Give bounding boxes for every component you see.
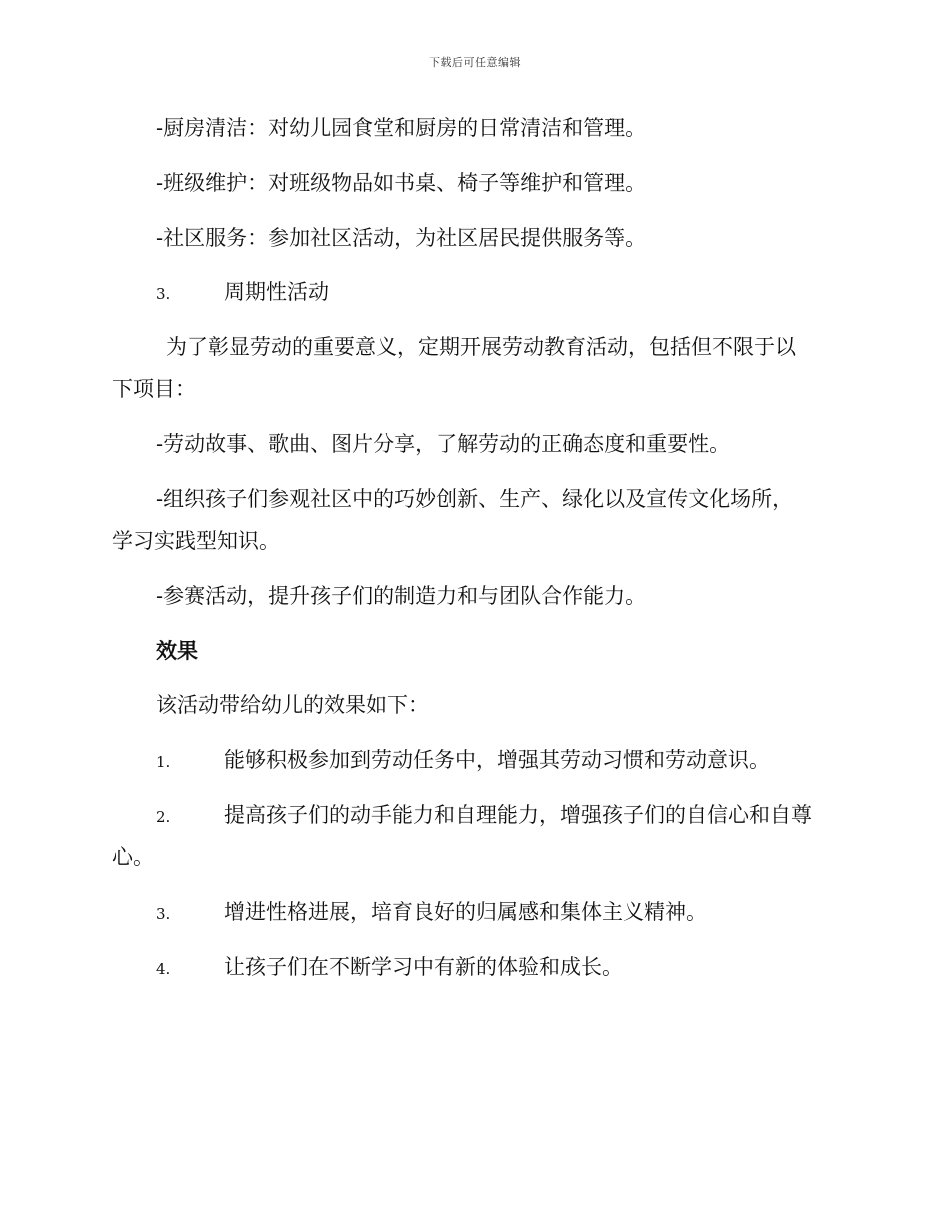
periodic-bullet-visit-line1: -组织孩子们参观社区中的巧妙创新、生产、绿化以及宣传文化场所， xyxy=(156,487,794,511)
periodic-bullet-visit-line2: 学习实践型知识。 xyxy=(112,529,280,553)
effect-number-1: 1. xyxy=(156,753,171,771)
effects-heading: 效果 xyxy=(156,638,198,663)
effect-number-2: 2. xyxy=(156,808,171,826)
periodic-intro-line2: 下项目： xyxy=(112,377,196,401)
periodic-activity-title: 周期性活动 xyxy=(224,280,329,304)
periodic-intro-line1: 为了彰显劳动的重要意义，定期开展劳动教育活动，包括但不限于以 xyxy=(166,335,796,359)
bullet-kitchen-cleaning: -厨房清洁：对幼儿园食堂和厨房的日常清洁和管理。 xyxy=(156,116,647,140)
page-header: 下载后可任意编辑 xyxy=(429,56,521,69)
effect-item-3: 增进性格进展，培育良好的归属感和集体主义精神。 xyxy=(224,900,707,924)
effects-intro: 该活动带给幼儿的效果如下： xyxy=(156,693,429,717)
periodic-bullet-competition: -参赛活动，提升孩子们的制造力和与团队合作能力。 xyxy=(156,584,647,608)
effect-number-3: 3. xyxy=(156,905,171,923)
effect-item-4: 让孩子们在不断学习中有新的体验和成长。 xyxy=(224,955,623,979)
effect-item-2-continuation: 心。 xyxy=(112,845,154,869)
list-number-3: 3. xyxy=(156,285,171,303)
periodic-bullet-stories: -劳动故事、歌曲、图片分享，了解劳动的正确态度和重要性。 xyxy=(156,432,731,456)
effect-number-4: 4. xyxy=(156,960,171,978)
bullet-class-maintenance: -班级维护：对班级物品如书桌、椅子等维护和管理。 xyxy=(156,171,647,195)
effect-item-1: 能够积极参加到劳动任务中，增强其劳动习惯和劳动意识。 xyxy=(224,748,770,772)
effect-item-2: 提高孩子们的动手能力和自理能力，增强孩子们的自信心和自尊 xyxy=(224,803,812,827)
bullet-community-service: -社区服务：参加社区活动，为社区居民提供服务等。 xyxy=(156,226,647,250)
